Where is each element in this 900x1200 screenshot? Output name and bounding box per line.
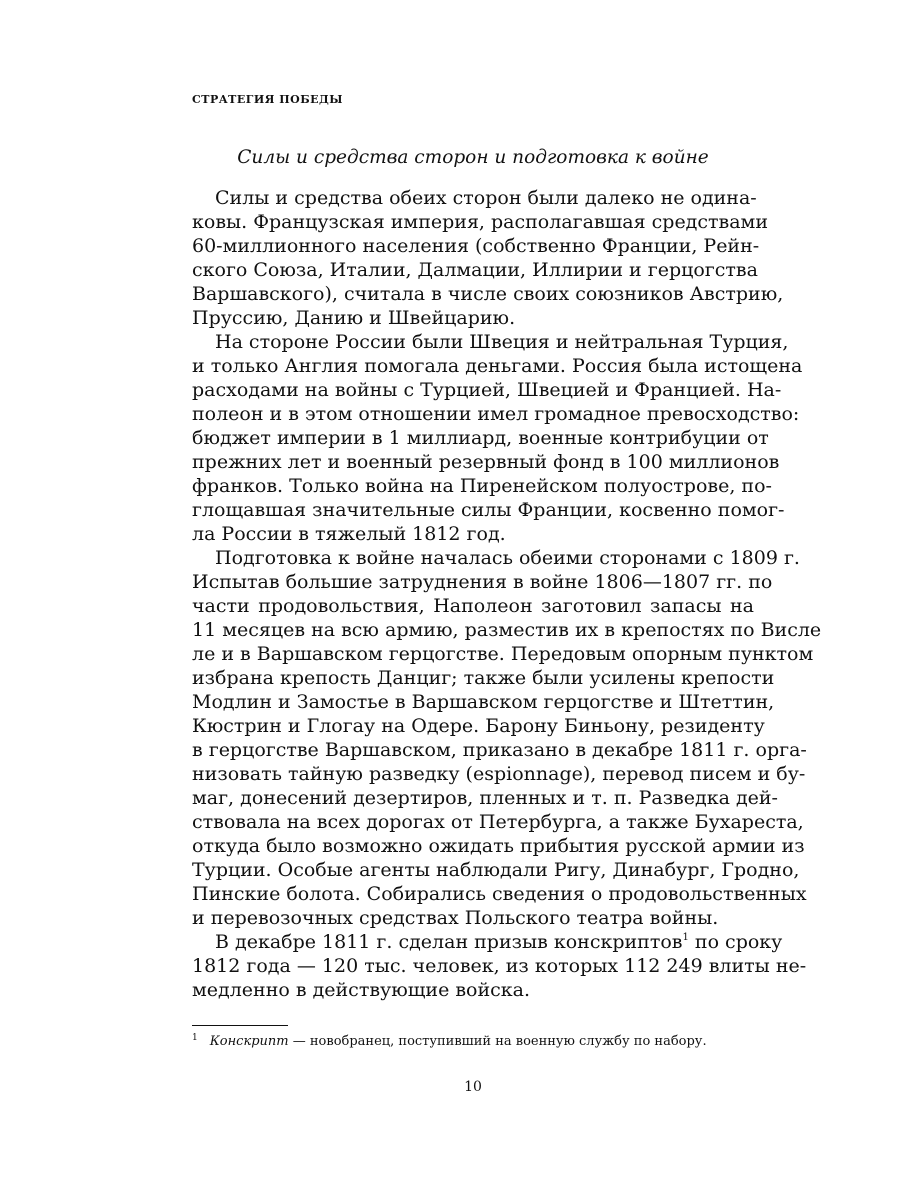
footnote-mark: 1 xyxy=(192,1033,198,1043)
text-line: маг, донесений дезертиров, пленных и т. п. Разведка дей- xyxy=(192,787,778,809)
text-line: ского Союза, Италии, Далмации, Иллирии и герцогства xyxy=(192,259,758,281)
footnote-reference: 1 xyxy=(682,932,689,943)
text-line-part: по сроку xyxy=(688,931,783,953)
text-line: Силы и средства обеих сторон были далеко не одина- xyxy=(215,187,757,209)
text-line: Пруссию, Данию и Швейцарию. xyxy=(192,307,516,329)
footnote-divider xyxy=(192,1025,288,1026)
text-line: 60-миллионного населения (собственно Франции, Рейн- xyxy=(192,235,760,257)
body-text xyxy=(192,186,822,1002)
text-line: Подготовка к войне началась обеими сторонами с 1809 г. xyxy=(215,547,800,569)
chapter-title: Силы и средства сторон и подготовка к войне xyxy=(237,147,709,168)
running-title: СТРАТЕГИЯ ПОБЕДЫ xyxy=(192,93,344,106)
text-line: ковы. Французская империя, располагавшая средствами xyxy=(192,211,769,233)
text-line: Турции. Особые агенты наблюдали Ригу, Динабург, Гродно, xyxy=(192,859,800,881)
text-line: 11 месяцев на всю армию, разместив их в крепостях по Висле xyxy=(192,619,822,641)
text-line: На стороне России были Швеция и нейтральная Турция, xyxy=(215,331,789,353)
text-line: глощавшая значительные силы Франции, косвенно помог- xyxy=(192,499,785,521)
text-line: бюджет империи в 1 миллиард, военные контрибуции от xyxy=(192,427,769,449)
text-line: ла России в тяжелый 1812 год. xyxy=(192,523,506,545)
text-line: в герцогстве Варшавском, приказано в декабре 1811 г. орга- xyxy=(192,739,807,761)
text-line: ствовала на всех дорогах от Петербурга, а также Бухареста, xyxy=(192,811,804,833)
text-line: Модлин и Замостье в Варшавском герцогстве и Штеттин, xyxy=(192,691,775,713)
text-line: и только Англия помогала деньгами. Россия была истощена xyxy=(192,355,803,377)
text-line: расходами на войны с Турцией, Швецией и Францией. На- xyxy=(192,379,782,401)
footnote-term: Конскрипт xyxy=(209,1034,289,1049)
text-line: откуда было возможно ожидать прибытия русской армии из xyxy=(192,835,805,857)
text-line: полеон и в этом отношении имел громадное превосходство: xyxy=(192,403,800,425)
text-line: прежних лет и военный резервный фонд в 100 миллионов xyxy=(192,451,780,473)
text-line: низовать тайную разведку (espionnage), перевод писем и бу- xyxy=(192,763,806,785)
text-line: избрана крепость Данциг; также были усилены крепости xyxy=(192,667,775,689)
text-line xyxy=(192,930,783,954)
page-number: 10 xyxy=(464,1079,482,1095)
text-line: медленно в действующие войска. xyxy=(192,979,531,1001)
text-line: Пинские болота. Собирались сведения о продовольственных xyxy=(192,883,807,905)
text-line: части продовольствия, Наполеон заготовил запасы на xyxy=(192,595,754,617)
text-line: Кюстрин и Глогау на Одере. Барону Биньону, резиденту xyxy=(192,715,765,737)
text-line: 1812 года — 120 тыс. человек, из которых 112 249 влиты не- xyxy=(192,955,807,977)
text-line: Испытав большие затруднения в войне 1806—1807 гг. по xyxy=(192,571,773,593)
text-line: франков. Только война на Пиренейском полуострове, по- xyxy=(192,475,772,497)
text-line: Варшавского), считала в числе своих союзников Австрию, xyxy=(192,283,784,305)
text-line: ле и в Варшавском герцогстве. Передовым опорным пунктом xyxy=(192,643,814,665)
footnote-text: — новобранец, поступивший на военную службу по набору. xyxy=(288,1034,707,1049)
footnote xyxy=(192,1033,754,1051)
text-line-part: В декабре 1811 г. сделан призыв конскриптов xyxy=(215,931,683,953)
text-line: и перевозочных средствах Польского театра войны. xyxy=(192,907,719,929)
